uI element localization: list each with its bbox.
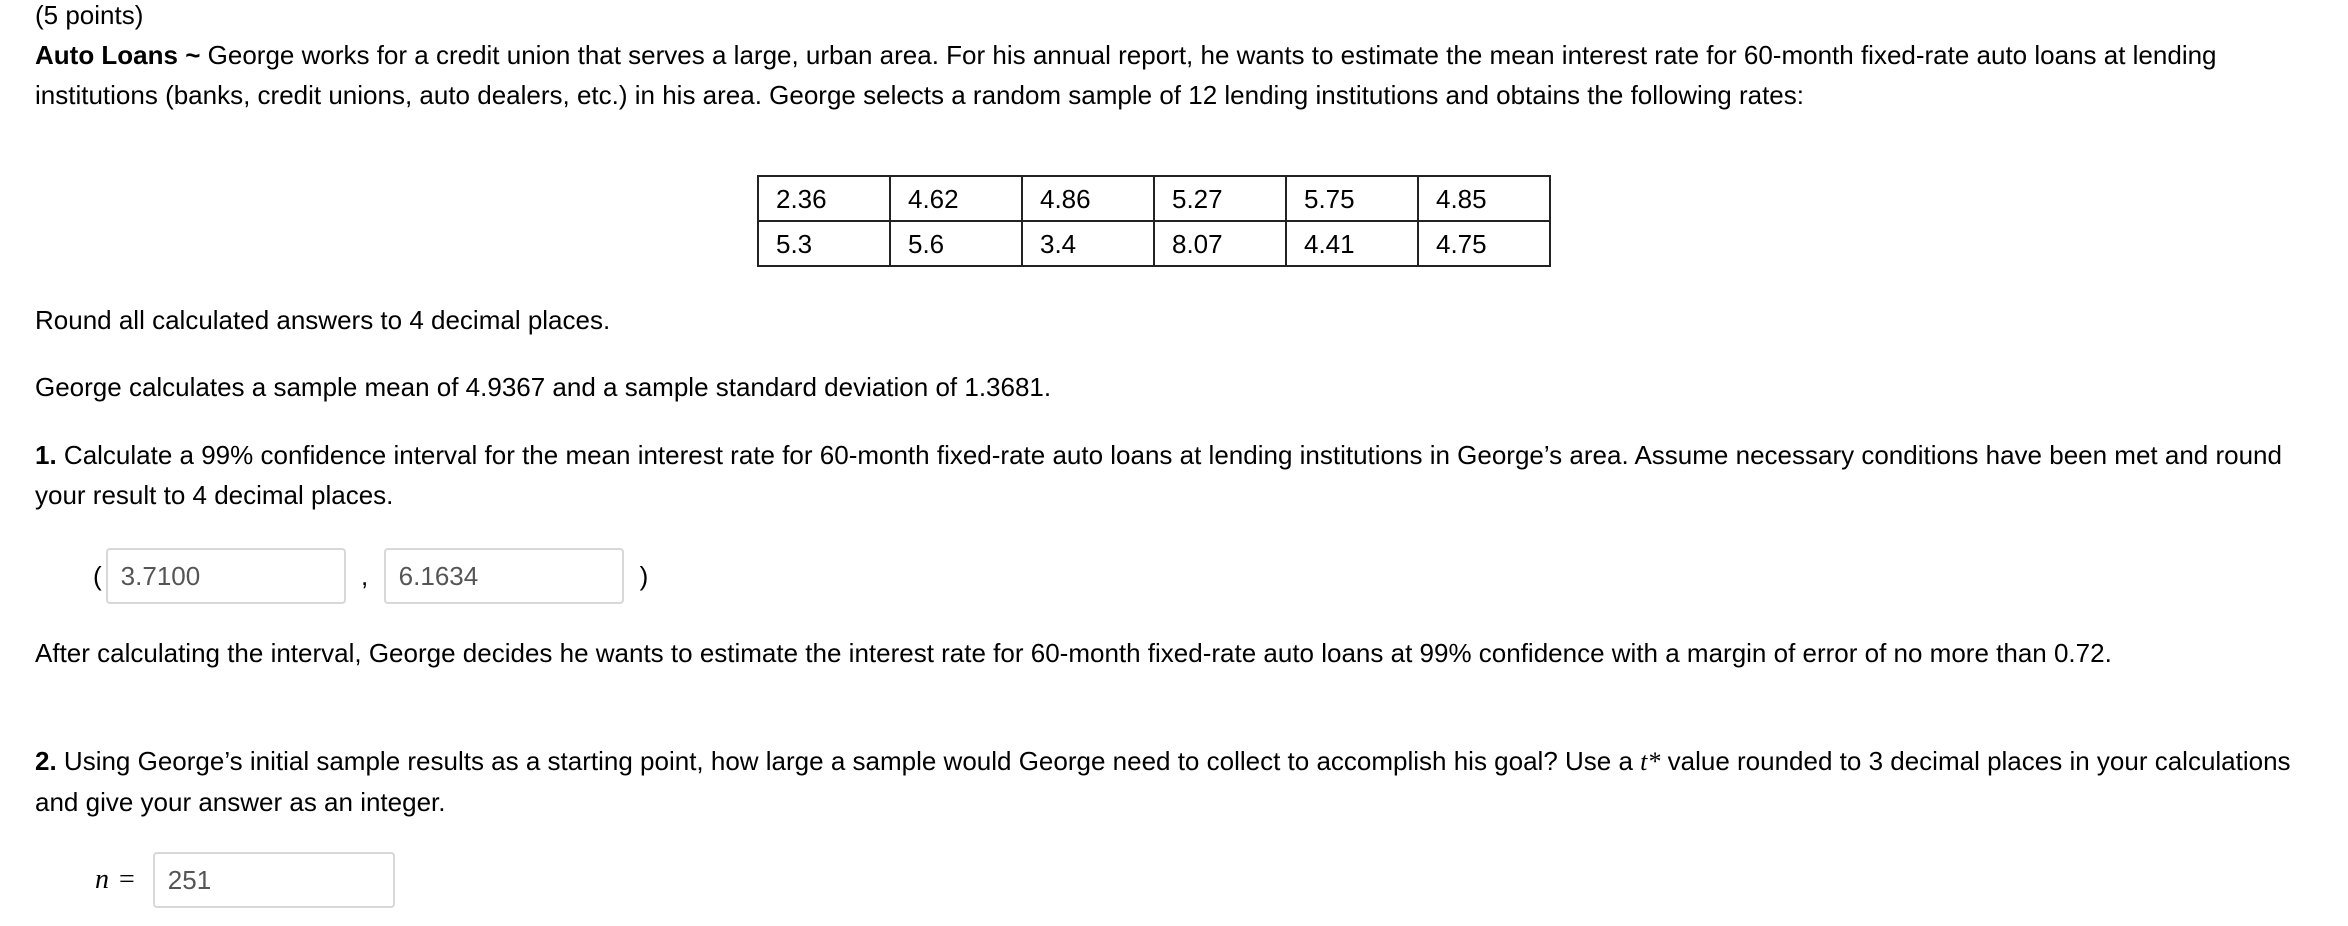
sample-stats-note: George calculates a sample mean of 4.9367 and a sample standard deviation of 1.3681. <box>35 372 1052 402</box>
table-row <box>758 221 1550 266</box>
table-cell: 2.36 <box>758 176 890 221</box>
margin-of-error-note: After calculating the interval, George decides he wants to estimate the interest rate for 60-month fixed-rate auto loans at 99% confidence with a margin of error of no more than 0.72. <box>35 638 2112 668</box>
question-2-text-after: value rounded to 3 decimal places in your calculations and give your answer as an integer. <box>35 746 2291 817</box>
question-1-number: 1. <box>35 440 57 470</box>
sample-size-answer <box>95 850 395 910</box>
table-row <box>758 176 1550 221</box>
close-paren: ) <box>639 561 649 591</box>
sample-size-input[interactable] <box>153 852 395 908</box>
question-1 <box>35 435 2325 515</box>
problem-intro <box>35 0 2315 115</box>
equals-sign: = <box>119 864 135 895</box>
rates-table <box>757 175 1551 267</box>
question-1-text: Calculate a 99% confidence interval for the mean interest rate for 60-month fixed-rate auto loans at lending institutions in George’s area. Assume necessary conditions have been met and round your result to 4 decimal places. <box>35 440 2282 510</box>
rounding-instruction: Round all calculated answers to 4 decimal places. <box>35 305 611 335</box>
n-label: n <box>95 864 109 895</box>
table-cell: 4.75 <box>1418 221 1550 266</box>
problem-title: Auto Loans ~ <box>35 40 201 70</box>
lower-bound-input[interactable] <box>106 548 346 604</box>
question-2 <box>35 741 2325 822</box>
table-cell: 5.6 <box>890 221 1022 266</box>
question-2-text-before: Using George’s initial sample results as a starting point, how large a sample would George need to collect to accomplish his goal? Use a <box>63 746 1633 776</box>
sample-size-value: 251 <box>167 865 212 895</box>
lower-bound-value: 3.7100 <box>120 561 201 591</box>
t-star-symbol: t* <box>1640 747 1661 776</box>
interval-separator: , <box>361 561 369 591</box>
open-paren: ( <box>93 561 102 591</box>
upper-bound-input[interactable] <box>384 548 624 604</box>
table-cell: 8.07 <box>1154 221 1286 266</box>
confidence-interval-answer <box>93 545 648 607</box>
table-cell: 5.75 <box>1286 176 1418 221</box>
points-label: (5 points) <box>35 0 144 30</box>
table-cell: 3.4 <box>1022 221 1154 266</box>
intro-paragraph <box>35 35 2315 115</box>
table-cell: 4.41 <box>1286 221 1418 266</box>
intro-text: George works for a credit union that serves a large, urban area. For his annual report, he wants to estimate the mean interest rate for 60-month fixed-rate auto loans at lending institutions (banks, credit unions, auto dealers, etc.) in his area. George selects a random sample of 12 lending institutions and obtains the following rates: <box>35 40 2217 110</box>
table-cell: 5.3 <box>758 221 890 266</box>
question-2-number: 2. <box>35 746 57 776</box>
upper-bound-value: 6.1634 <box>398 561 479 591</box>
table-cell: 4.86 <box>1022 176 1154 221</box>
table-cell: 4.62 <box>890 176 1022 221</box>
table-cell: 5.27 <box>1154 176 1286 221</box>
table-cell: 4.85 <box>1418 176 1550 221</box>
